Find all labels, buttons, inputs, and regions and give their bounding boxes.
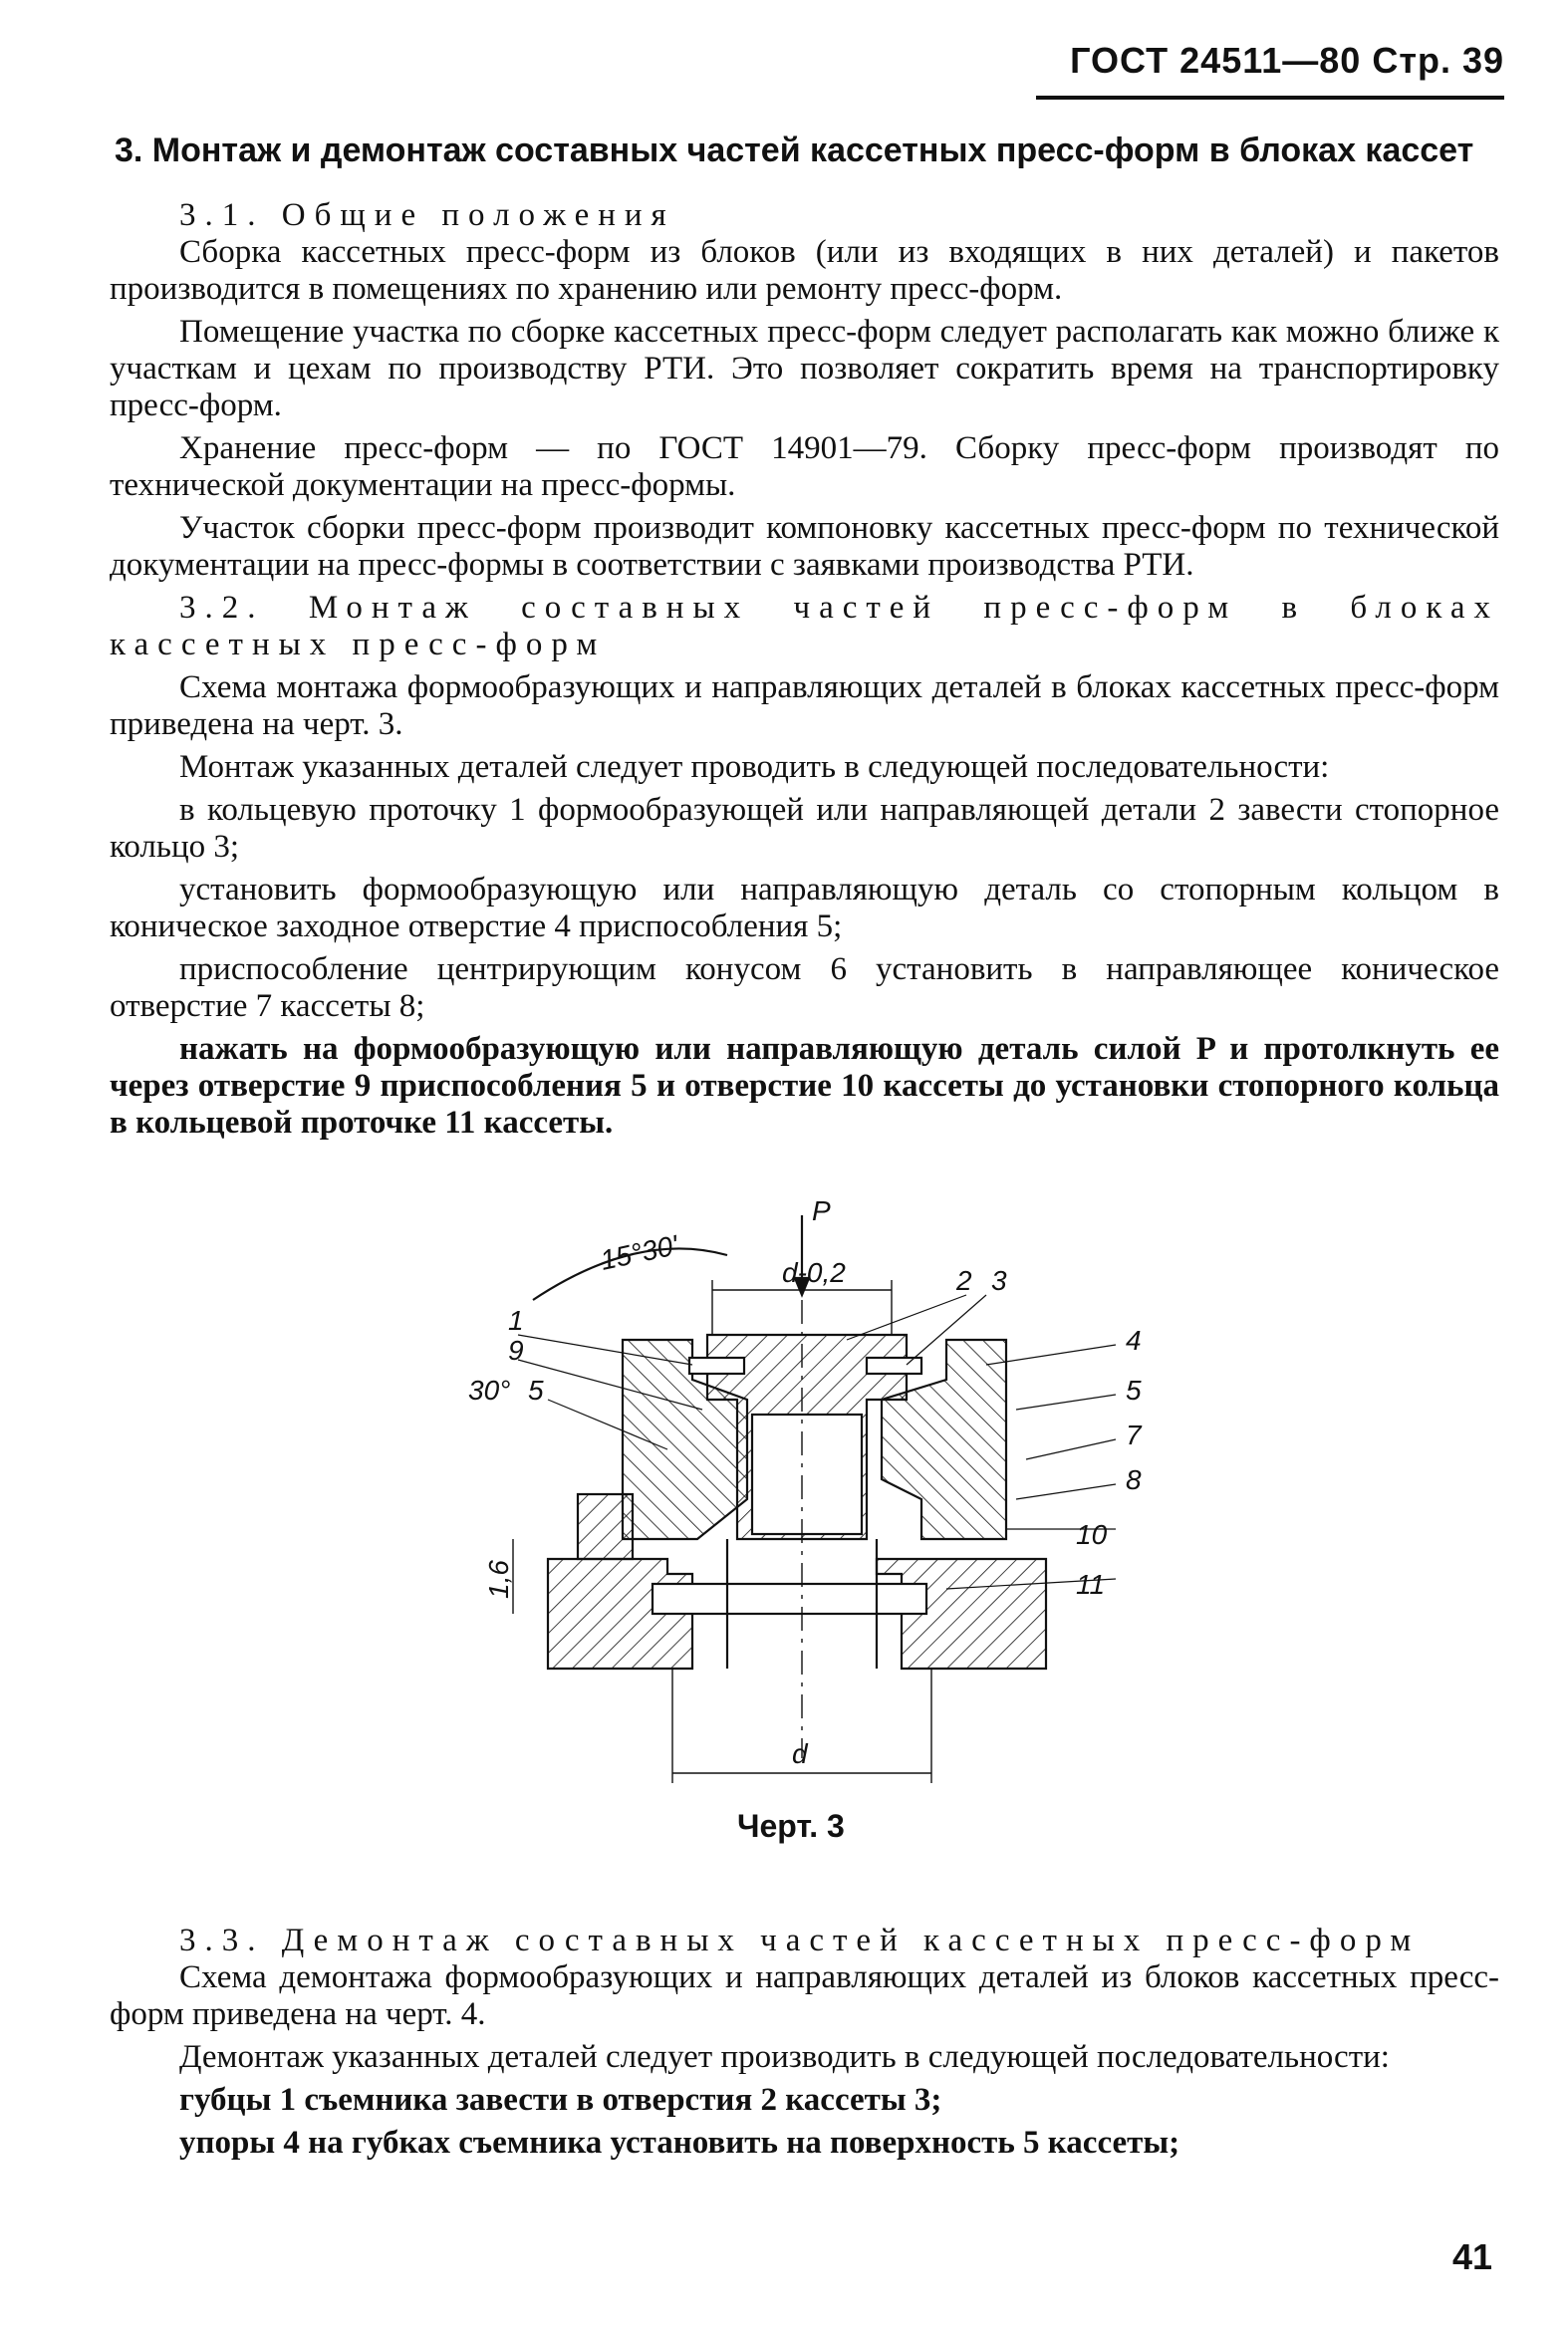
list-item: приспособление центрирующим конусом 6 установить в направляющее коническое отверстие 7 кассеты 8; bbox=[110, 951, 1499, 1024]
label-dim-top: d-0,2 bbox=[782, 1257, 846, 1288]
label-angle-top: 15°30' bbox=[597, 1229, 681, 1276]
label-n7: 7 bbox=[1126, 1420, 1142, 1450]
label-n4: 4 bbox=[1126, 1325, 1142, 1356]
label-n3: 3 bbox=[991, 1265, 1007, 1296]
label-n1: 1 bbox=[508, 1305, 524, 1336]
heading-3-2: 3.2. Монтаж составных частей пресс-форм в блоках кассетных пресс-форм bbox=[110, 590, 1499, 662]
paragraph: Сборка кассетных пресс-форм из блоков (или из входящих в них деталей) и пакетов производится в помещениях по хранению или ремонту пресс-форм. bbox=[110, 234, 1499, 307]
label-dim-bottom: d bbox=[792, 1738, 808, 1769]
paragraph: Схема монтажа формообразующих и направляющих деталей в блоках кассетных пресс-форм приведена на черт. 3. bbox=[110, 669, 1499, 742]
paragraph: Хранение пресс-форм — по ГОСТ 14901—79. Сборку пресс-форм производят по технической документации на пресс-формы. bbox=[110, 430, 1499, 503]
page-header bbox=[1036, 40, 1504, 100]
label-dim-left: 1,6 bbox=[483, 1560, 514, 1599]
paragraph: Демонтаж указанных деталей следует производить в следующей последовательности: bbox=[179, 2039, 1390, 2075]
label-n5: 5 bbox=[1126, 1375, 1142, 1406]
section-3-3-block bbox=[110, 1923, 1499, 2162]
figure-caption: Черт. 3 bbox=[737, 1808, 845, 1844]
label-n5b: 5 bbox=[528, 1375, 544, 1406]
list-item: губцы 1 съемника завести в отверстия 2 кассеты 3; bbox=[179, 2082, 942, 2118]
page-number: 41 bbox=[1452, 2236, 1493, 2277]
label-n10: 10 bbox=[1076, 1519, 1108, 1550]
document-header-title: ГОСТ 24511—80 Стр. 39 bbox=[1070, 40, 1504, 81]
label-angle-left: 30° bbox=[468, 1375, 511, 1406]
section-title: 3. Монтаж и демонтаж составных частей кассетных пресс-форм в блоках кассет bbox=[115, 131, 1474, 169]
list-item: нажать на формообразующую или направляющую деталь силой P и протолкнуть ее через отверстие 9 приспособления 5 и отверстие 10 кассеты до установки стопорного кольца в кольцевой проточке 11 кассеты. bbox=[110, 1031, 1499, 1141]
label-n9: 9 bbox=[508, 1335, 524, 1366]
list-item: установить формообразующую или направляющую деталь со стопорным кольцом в коническое заходное отверстие 4 приспособления 5; bbox=[110, 872, 1499, 944]
technical-drawing-3 bbox=[428, 1200, 1185, 1818]
paragraph: Участок сборки пресс-форм производит компоновку кассетных пресс-форм по технической документации на пресс-формы в соответствии с заявками производства РТИ. bbox=[110, 510, 1499, 583]
label-force: P bbox=[812, 1200, 831, 1226]
list-item: упоры 4 на губках съемника установить на поверхность 5 кассеты; bbox=[179, 2125, 1180, 2161]
heading-3-3: 3.3. Демонтаж составных частей кассетных пресс-форм bbox=[179, 1923, 1421, 1958]
heading-3-1: 3.1. Общие положения bbox=[179, 197, 675, 233]
paragraph: Помещение участка по сборке кассетных пресс-форм следует располагать как можно ближе к участкам и цехам по производству РТИ. Это позволяет сократить время на транспортировку пресс-форм. bbox=[110, 314, 1499, 423]
paragraph: Схема демонтажа формообразующих и направляющих деталей из блоков кассетных пресс-форм приведена на черт. 4. bbox=[110, 1959, 1499, 2032]
list-item: в кольцевую проточку 1 формообразующей или направляющей детали 2 завести стопорное кольцо 3; bbox=[110, 792, 1499, 865]
label-n2: 2 bbox=[956, 1265, 972, 1296]
paragraph: Монтаж указанных деталей следует проводить в следующей последовательности: bbox=[179, 749, 1330, 785]
label-n8: 8 bbox=[1126, 1464, 1142, 1495]
section-3-1-block bbox=[110, 197, 1499, 1142]
header-rule bbox=[1036, 96, 1504, 100]
label-n11: 11 bbox=[1076, 1569, 1106, 1600]
